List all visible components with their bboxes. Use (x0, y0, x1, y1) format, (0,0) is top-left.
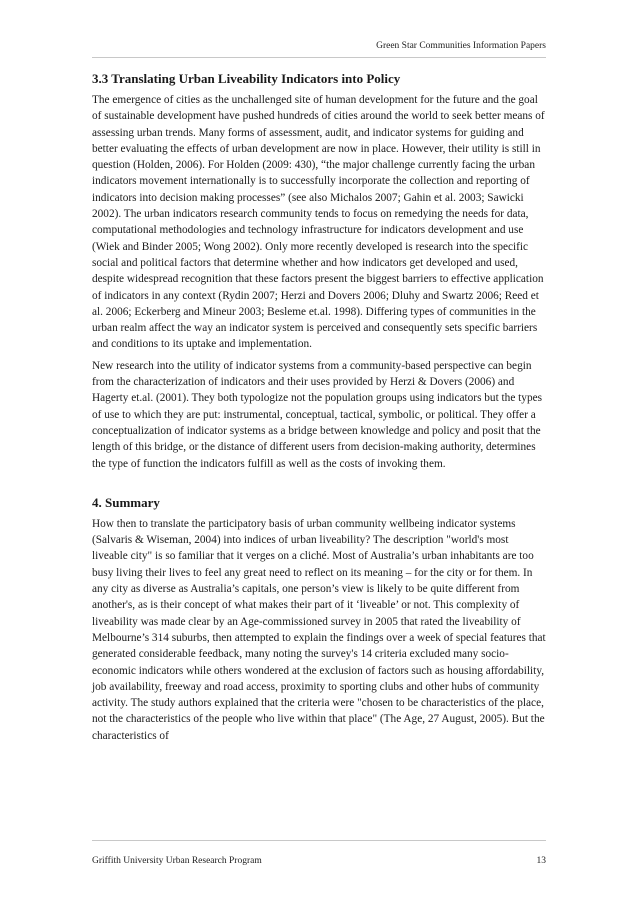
section-heading-3-3: 3.3 Translating Urban Liveability Indicators into Policy (92, 71, 401, 86)
section-heading-summary: 4. Summary (92, 494, 160, 510)
page-number: 13 (536, 856, 546, 866)
footer-rule (92, 840, 546, 841)
section-3-3-paragraph-2: New research into the utility of indicator systems from a community-based perspective can begin from the characterization of indicators and their uses provided by Herzi & Dovers (2006) and Hagerty et.al. (2001). They both typologize not the population groups using indicators but the types of use to which they are put: instrumental, conceptual, tactical, symbolic, or political. They offer a conceptualization of indicator systems as a bridge between knowledge and policy and posit that the length of this bridge, or the distance of different users from decision-making authority, determines the type of function the indicators fulfill as well as the costs of invoking them. (92, 359, 543, 470)
section-3-3-paragraph-1: The emergence of cities as the unchallenged site of human development for the future and the goal of sustainable development have pushed hundreds of cities around the world to seek better means of assessing urban trends. Many forms of assessment, audit, and indicator systems for guiding and better evaluating the effects of urban development are now in place. However, their utility is still in question (Holden, 2006). For Holden (2009: 430), “the major challenge currently facing the urban indicators movement internationally is to successfully incorporate the collection and reporting of indicators into decision making processes” (see also Michalos 2007; Gahin et al. 2003; Sawicki 2002). The urban indicators research community tends to focus on remedying the needs for data, computational methodologies and technology infrastructure for indicators development and use (Wiek and Binder 2005; Wong 2002). Only more recently developed is research into the specific social and political factors that determine whether and how indicators get developed and used, despite widespread recognition that these factors present the biggest barriers to effective application of indicators in any context (Rydin 2007; Herzi and Dovers 2006; Dluhy and Swartz 2006; Reed et al. 2006; Eckerberg and Mineur 2003; Besleme et.al. 1998). Differing types of communities in the urban realm affect the way an indicator system is perceived and consequently sets specific barriers and conditions to its uptake and implementation. (92, 94, 545, 351)
summary-paragraph-1: How then to translate the participatory basis of urban community wellbeing indicator systems (Salvaris & Wiseman, 2004) into indices of urban liveability? The description "world's most liveable city" is so familiar that it verges on a cliché. Most of Australia’s urban inhabitants are too busy living their lives to feel any great need to reflect on its meaning – for the city or for them. In any city as diverse as Australia’s capitals, one person’s view is likely to be quite different from another's, as is their concept of what makes their part of it ‘liveable’ or not. This complexity of liveability was made clear by an Age-commissioned survey in 2005 that rated the liveability of Melbourne’s 314 suburbs, then attempted to explain the findings over a week of special features that generated considerable feedback, many noting the survey's 14 criteria excluded many socio-economic indicators while others wondered at the exclusion of factors such as housing affordability, job availability, freeway and road access, proximity to sporting clubs and other hubs of community activity. The study authors explained that the criteria were "chosen to be characteristics of the place, not the characteristics of the people who live within that place" (The Age, 27 August, 2005). But the characteristics of (92, 517, 546, 742)
running-header: Green Star Communities Information Papers (376, 41, 546, 51)
page-body (92, 70, 546, 749)
header-rule (92, 57, 546, 58)
footer-institution: Griffith University Urban Research Program (92, 856, 262, 866)
